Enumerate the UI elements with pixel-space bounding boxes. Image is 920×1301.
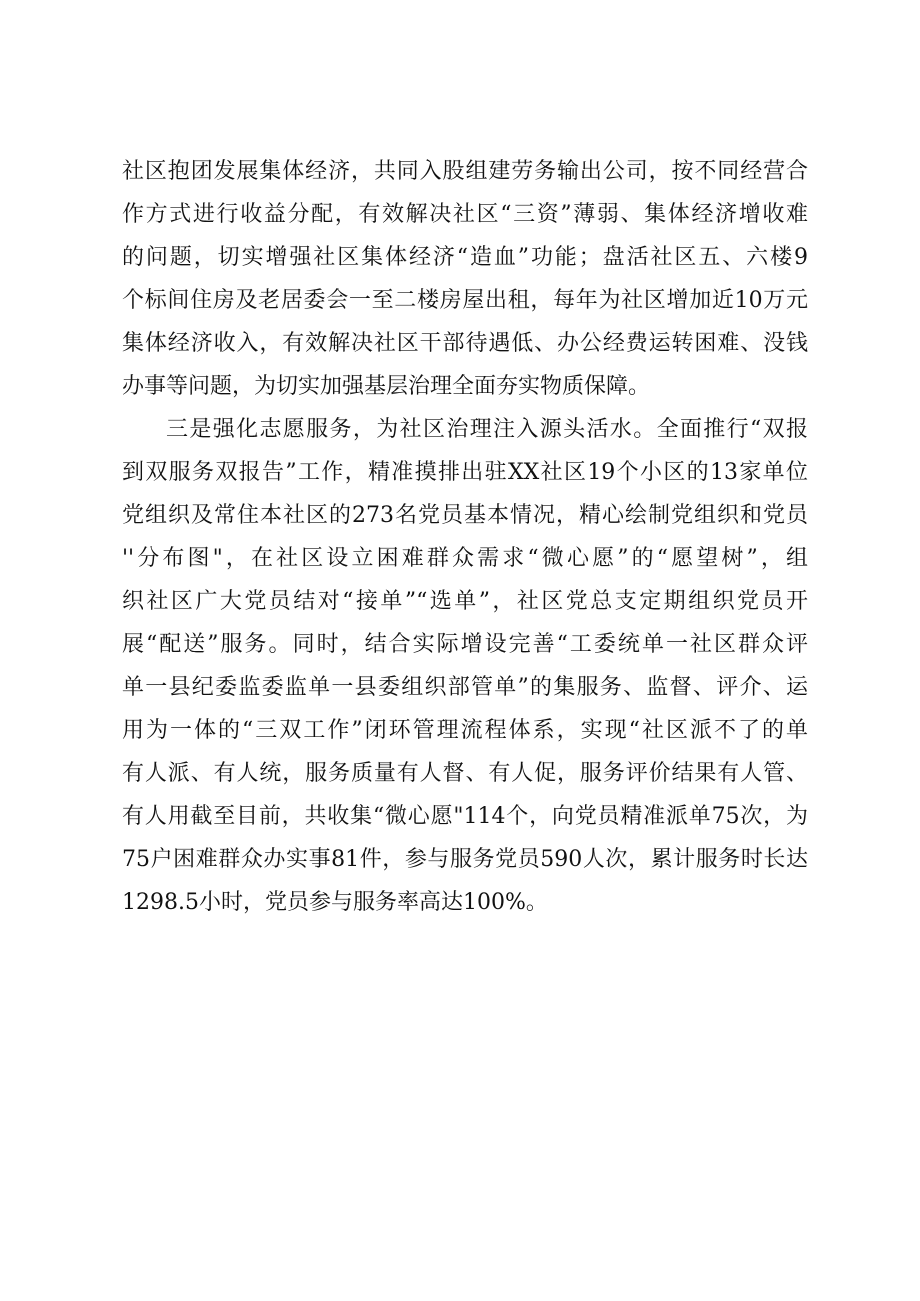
text-line: 到双服务双报告”工作，精准摸排出驻XX社区19个小区的13家单位 xyxy=(122,460,808,485)
paragraph-volunteer-service xyxy=(122,408,808,924)
text-line: 单一县纪委监委监单一县委组织部管单”的集服务、监督、评介、运 xyxy=(122,675,808,700)
text-line: 织社区广大党员结对“接单”“选单”，社区党总支定期组织党员开 xyxy=(122,589,808,614)
text-line: 用为一体的“三双工作”闭环管理流程体系，实现“社区派不了的单 xyxy=(122,718,808,743)
text-line: 有人用截至目前，共收集“微心愿"114个，向党员精准派单75次，为 xyxy=(122,804,808,829)
text-line: 三是强化志愿服务，为社区治理注入源头活水。全面推行“双报 xyxy=(166,417,808,442)
text-line: 办事等问题，为切实加强基层治理全面夯实物质保障。 xyxy=(122,374,651,399)
document-body xyxy=(122,150,808,924)
text-line: 的问题，切实增强社区集体经济“造血”功能；盘活社区五、六楼9 xyxy=(122,245,808,270)
text-line: 集体经济收入，有效解决社区干部待遇低、办公经费运转困难、没钱 xyxy=(122,331,808,356)
text-line: 作方式进行收益分配，有效解决社区“三资”薄弱、集体经济增收难 xyxy=(122,202,808,227)
text-line: 社区抱团发展集体经济，共同入股组建劳务输出公司，按不同经营合 xyxy=(122,159,808,184)
text-line: 个标间住房及老居委会一至二楼房屋出租，每年为社区增加近10万元 xyxy=(122,288,808,313)
text-line: 有人派、有人统，服务质量有人督、有人促，服务评价结果有人管、 xyxy=(122,761,808,786)
text-line: 党组织及常住本社区的273名党员基本情况，精心绘制党组织和党员 xyxy=(122,503,808,528)
text-line: 展“配送”服务。同时，结合实际增设完善“工委统单一社区群众评 xyxy=(122,632,808,657)
text-line: ''分布图"，在社区设立困难群众需求“微心愿”的“愿望树”，组 xyxy=(122,546,808,571)
text-line: 75户困难群众办实事81件，参与服务党员590人次，累计服务时长达 xyxy=(122,847,808,872)
paragraph-collective-economy xyxy=(122,150,808,408)
text-line: 1298.5小时，党员参与服务率高达100%。 xyxy=(122,890,548,915)
